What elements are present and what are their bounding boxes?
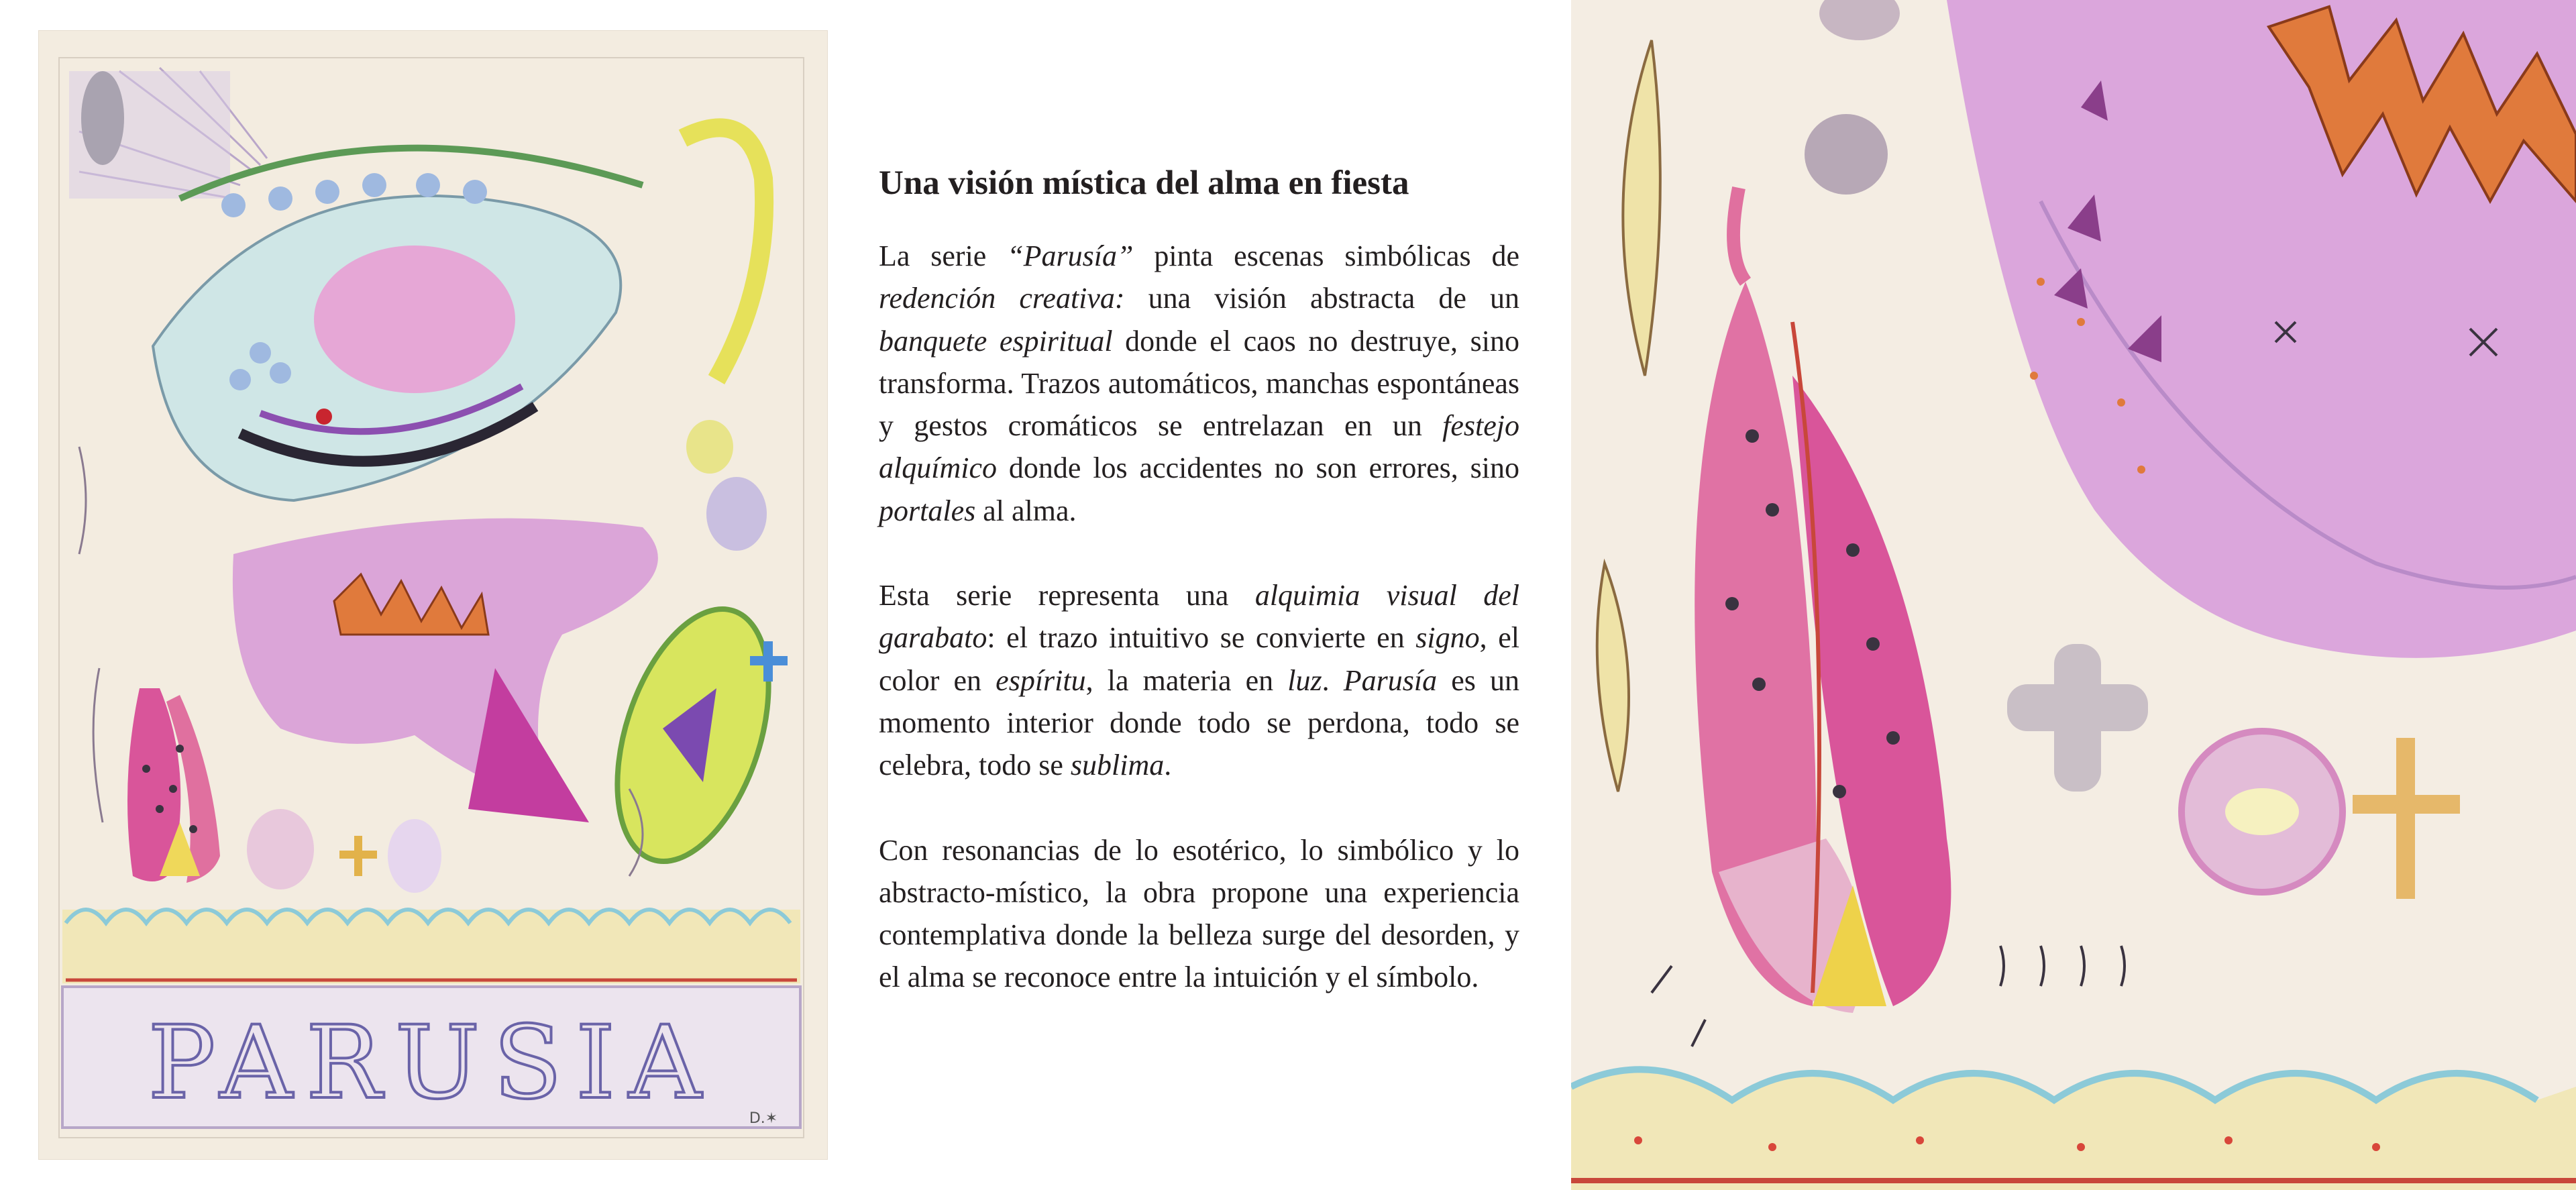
- italic-phrase: signo: [1415, 621, 1480, 655]
- italic-phrase: sublima: [1070, 749, 1165, 782]
- artist-signature: D.✶: [749, 1110, 778, 1127]
- artwork-drawing: [39, 31, 827, 1159]
- artwork-detail: [1571, 0, 2576, 1190]
- text-run: es un momento interior donde todo se perdona, todo se celebra, todo se: [879, 663, 1520, 782]
- description-text: [879, 161, 1519, 1041]
- italic-phrase: festejo alquímico: [879, 409, 1519, 485]
- text-run: pinta escenas simbólicas de: [1133, 239, 1519, 272]
- text-run: una visión abstracta de un: [1124, 282, 1519, 315]
- italic-phrase: “Parusía”: [1007, 239, 1134, 272]
- italic-phrase: Parusía: [1343, 663, 1438, 697]
- text-run: .: [1164, 749, 1172, 782]
- italic-phrase: alquimia visual del garabato: [879, 579, 1519, 655]
- text-run: al alma.: [975, 494, 1077, 527]
- paragraph-1: [879, 235, 1519, 532]
- italic-phrase: redención creativa:: [879, 282, 1125, 315]
- text-run: donde el caos no destruye, sino transforma. Trazos automáticos, manchas espontáneas y gestos cromáticos se entrelazan en un: [879, 324, 1519, 443]
- italic-phrase: portales: [879, 494, 976, 527]
- section-heading: Una visión mística del alma en fiesta: [879, 164, 1409, 202]
- text-run: : el trazo intuitivo se convierte en: [987, 621, 1416, 655]
- text-run: .: [1322, 663, 1344, 697]
- artwork-painting: [39, 31, 827, 1159]
- italic-phrase: luz: [1287, 663, 1322, 697]
- paragraph-2: [879, 574, 1519, 786]
- artwork-title-lettering: PARUSIA: [148, 1005, 715, 1122]
- text-run: , la materia en: [1085, 663, 1288, 697]
- text-run: Esta serie representa una: [879, 579, 1255, 612]
- artwork-detail-drawing: [1571, 0, 2576, 1190]
- text-run: , el color en: [879, 621, 1519, 697]
- italic-phrase: espíritu: [996, 663, 1086, 697]
- text-run: La serie: [879, 239, 1008, 272]
- text-run: Con resonancias de lo esotérico, lo simbólico y lo abstracto-místico, la obra propone una experiencia contemplativa donde la belleza surge del desorden, y el alma se reconoce entre la intuición y el símbolo.: [879, 833, 1519, 994]
- text-run: donde los accidentes no son errores, sino: [996, 451, 1519, 485]
- paragraph-3: [879, 829, 1519, 999]
- italic-phrase: banquete espiritual: [879, 324, 1113, 358]
